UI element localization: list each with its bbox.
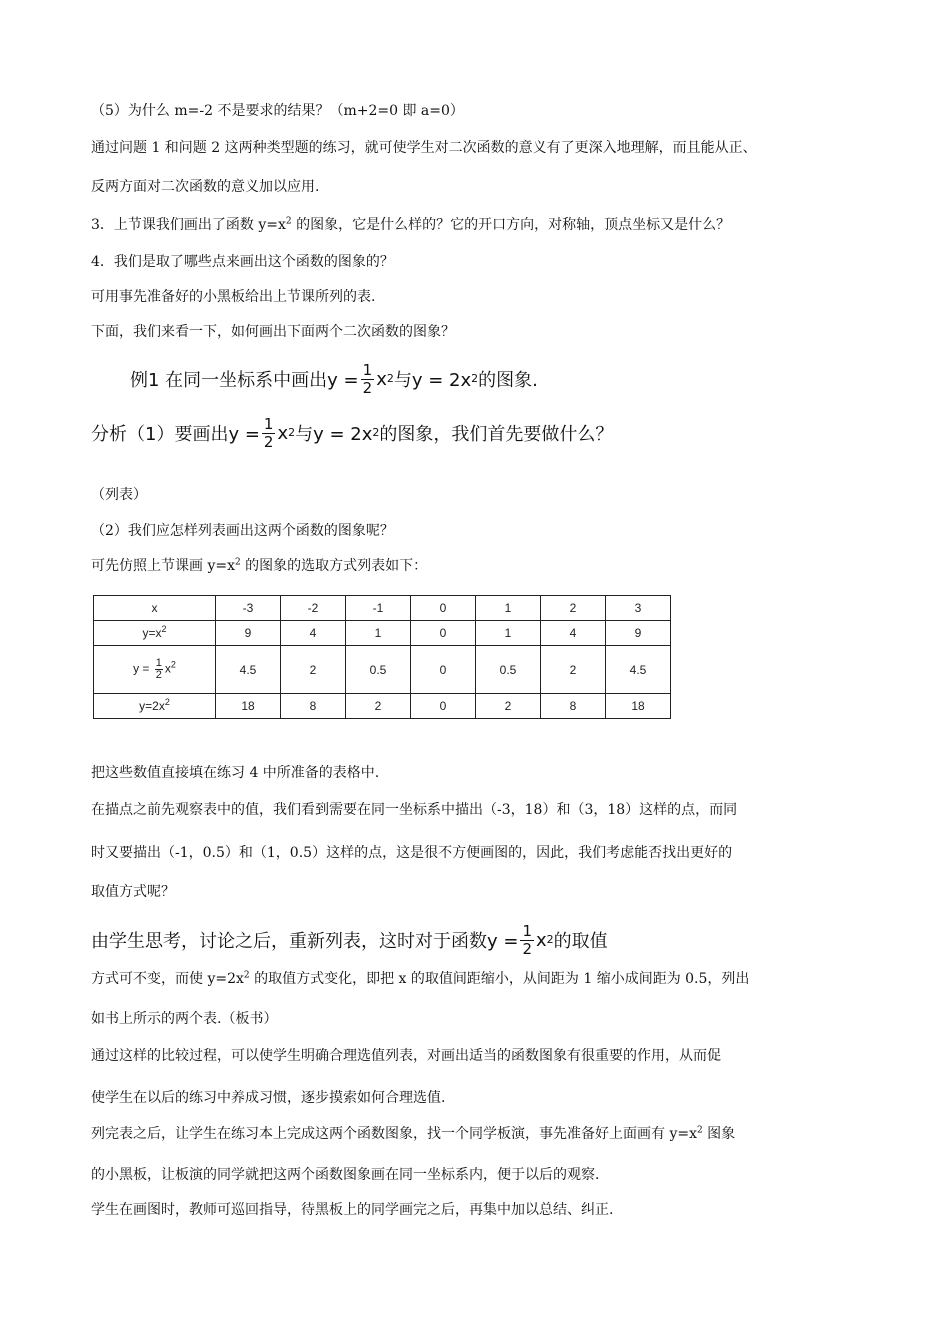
- table-cell: 1: [476, 596, 541, 621]
- table-cell: -2: [281, 596, 346, 621]
- paragraph-3: 下面，我们来看一下，如何画出下面两个二次函数的图象？: [91, 324, 455, 340]
- think-formula: 由学生思考，讨论之后，重新列表，这时对于函数y = $\frac{1}{2}$ x 2 的取值: [91, 921, 608, 958]
- table-cell: 4.5: [216, 646, 281, 694]
- example-1-formula: 例1 在同一坐标系中画出y = $\frac{1}{2}$ x 2 与y = 2x 2 的图象.: [130, 360, 538, 397]
- table-cell: 1: [476, 621, 541, 646]
- table-cell: 8: [281, 694, 346, 719]
- analysis-formula: 分析（1）要画出y = $\frac{1}{2}$ x 2 与y = 2x 2 的图象，我们首先要做什么？: [91, 414, 614, 451]
- table-row: [94, 621, 671, 646]
- row-label-y-x2: $y=x^2$: [94, 621, 216, 646]
- question-4: 4．我们是取了哪些点来画出这个函数的图象的？: [91, 254, 394, 270]
- fraction-one-half: $\frac{1}{2}$: [362, 360, 373, 397]
- paragraph-5: 把这些数值直接填在练习 4 中所准备的表格中.: [91, 765, 380, 781]
- paragraph-1-line-2: 反两方面对二次函数的意义加以应用.: [91, 179, 320, 195]
- table-cell: 4.5: [606, 646, 671, 694]
- table-cell: -1: [346, 596, 411, 621]
- table-cell: 2: [476, 694, 541, 719]
- table-row: [94, 646, 671, 694]
- question-2: （2）我们应怎样列表画出这两个函数的图象呢？: [91, 523, 394, 539]
- table-cell: 0: [411, 694, 476, 719]
- table-cell: 0.5: [346, 646, 411, 694]
- table-cell: 0.5: [476, 646, 541, 694]
- paragraph-4: 可先仿照上节课画 $y=x^2$ 的图象的选取方式列表如下：: [91, 557, 428, 574]
- table-cell: 2: [281, 646, 346, 694]
- paragraph-7-line-2: 如书上所示的两个表.（板书）: [91, 1011, 278, 1027]
- paragraph-7-line-1: 方式可不变，而使 $y=2x^2$ 的取值方式变化，即把 x 的取值间距缩小，从间距为 1 缩小成间距为 0.5，列出: [91, 970, 750, 987]
- table-cell: 0: [411, 621, 476, 646]
- values-table: [93, 595, 671, 719]
- table-row: [94, 596, 671, 621]
- table-row: [94, 694, 671, 719]
- paragraph-6-line-3: 取值方式呢？: [91, 884, 175, 900]
- paragraph-6-line-1: 在描点之前先观察表中的值，我们看到需要在同一坐标系中描出（-3，18）和（3，18）这样的点，而同: [91, 802, 738, 818]
- paragraph-8-line-2: 使学生在以后的练习中养成习惯，逐步摸索如何合理选值.: [91, 1090, 446, 1106]
- table-cell: 9: [216, 621, 281, 646]
- table-header-label: x: [94, 596, 216, 621]
- paragraph-9-line-1: 列完表之后，让学生在练习本上完成这两个函数图象，找一个同学板演，事先准备好上面画有 $y=x^2$ 图象: [91, 1125, 736, 1142]
- table-cell: 2: [346, 694, 411, 719]
- fraction-one-half: $\frac{1}{2}$: [155, 657, 162, 681]
- table-cell: 4: [281, 621, 346, 646]
- table-cell: 1: [346, 621, 411, 646]
- paragraph-1-line-1: 通过问题 1 和问题 2 这两种类型题的练习，就可使学生对二次函数的意义有了更深入地理解，而且能从正、: [91, 140, 757, 156]
- fraction-one-half: $\frac{1}{2}$: [263, 414, 274, 451]
- table-cell: 4: [541, 621, 606, 646]
- paragraph-9-line-2: 的小黑板，让板演的同学就把这两个函数图象画在同一坐标系内，便于以后的观察.: [91, 1167, 600, 1183]
- paragraph-10: 学生在画图时，教师可巡回指导，待黑板上的同学画完之后，再集中加以总结、纠正.: [91, 1202, 614, 1218]
- table-cell: 18: [606, 694, 671, 719]
- list-label: （列表）: [91, 487, 147, 503]
- table-cell: 0: [411, 646, 476, 694]
- paragraph-6-line-2: 时又要描出（-1，0.5）和（1，0.5）这样的点，这是很不方便画图的，因此，我们考虑能否找出更好的: [91, 845, 733, 861]
- table-cell: 3: [606, 596, 671, 621]
- row-label-y-2x2: $y=2x^2$: [94, 694, 216, 719]
- table-cell: 0: [411, 596, 476, 621]
- table-cell: 9: [606, 621, 671, 646]
- row-label-y-half-x2: y = $\frac{1}{2}$ $x^2$: [94, 646, 216, 694]
- question-3: 3．上节课我们画出了函数 $y=x^2$ 的图象，它是什么样的？它的开口方向，对称轴，顶点坐标又是什么？: [91, 216, 731, 233]
- table-cell: 18: [216, 694, 281, 719]
- table-cell: -3: [216, 596, 281, 621]
- table-cell: 8: [541, 694, 606, 719]
- fraction-one-half: $\frac{1}{2}$: [522, 921, 533, 958]
- table-cell: 2: [541, 646, 606, 694]
- paragraph-2: 可用事先准备好的小黑板给出上节课所列的表.: [91, 289, 376, 305]
- table-cell: 2: [541, 596, 606, 621]
- paragraph-8-line-1: 通过这样的比较过程，可以使学生明确合理选值列表，对画出适当的函数图象有很重要的作用，从而促: [91, 1048, 721, 1064]
- question-5: （5）为什么 m=-2 不是要求的结果？（m+2=0 即 a=0）: [91, 103, 464, 119]
